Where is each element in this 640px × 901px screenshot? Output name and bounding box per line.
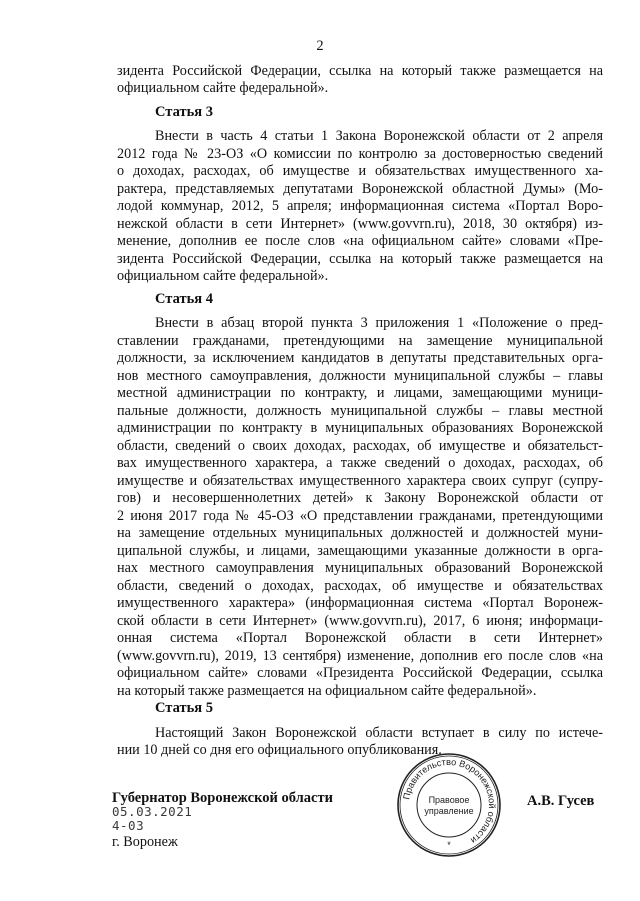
seal-star-icon: * xyxy=(447,840,451,850)
city: г. Воронеж xyxy=(112,834,178,850)
text-line: ципальной службы, и лицами, замещающими указанные должности в орга- xyxy=(117,543,603,559)
text-line: Внести в абзац второй пункта 3 приложения 1 «Положение о пред- xyxy=(155,315,603,331)
signatory-name: А.В. Гусев xyxy=(527,793,595,809)
text-line: местной администрации по контракту, и лицами, замещающими муници- xyxy=(117,385,603,401)
text-line: вах имущественного характера, а также сведений о доходах, расходах, об xyxy=(117,455,603,471)
text-line: 2 июня 2017 года № 45-ОЗ «О представлении гражданами, претендующими xyxy=(117,508,603,524)
article-heading: Статья 3 xyxy=(155,104,213,120)
registration-number: 4-03 xyxy=(112,818,145,833)
text-line: официальном сайте» словами «Президента Российской Федерации, ссылка xyxy=(117,665,603,681)
text-line: рактера, представляемых депутатами Воронежской областной Думы» (Мо- xyxy=(117,181,603,197)
text-line: зидента Российской Федерации, ссылка на который также размещается на xyxy=(117,251,603,267)
text-line: имущественного характера» (информационная система «Портал Воронеж- xyxy=(117,595,603,611)
official-seal xyxy=(396,752,502,858)
text-line: области, сведений о доходах, расходах, об имуществе и обязательствах xyxy=(117,578,603,594)
article-heading: Статья 4 xyxy=(155,291,213,307)
text-line: пальные должности, должность муниципальной службы – главы местной xyxy=(117,403,603,419)
seal-inner-text-2: управление xyxy=(424,806,474,816)
text-line: ской области в сети Интернет» (www.govvrn.ru), 2017, 6 июня; информаци- xyxy=(117,613,603,629)
registration-date: 05.03.2021 xyxy=(112,804,193,819)
text-line: на замещение отдельных муниципальных должностей и должностей муни- xyxy=(117,525,603,541)
text-line: администрации по контракту в муниципальных образованиях Воронежской xyxy=(117,420,603,436)
signatory-title: Губернатор Воронежской области xyxy=(112,790,333,806)
text-line: лодой коммунар, 2012, 5 апреля; информационная система «Портал Воро- xyxy=(117,198,603,214)
text-line: нах местного самоуправления муниципальных образований Воронежской xyxy=(117,560,603,576)
page-number: 2 xyxy=(316,38,324,54)
seal-ring-text: Правительство Воронежской области xyxy=(401,756,498,846)
text-line: онная система «Портал Воронежской области в сети Интернет» xyxy=(117,630,603,646)
text-line: Настоящий Закон Воронежской области вступает в силу по истече- xyxy=(155,725,603,741)
text-line: имуществе и обязательствах имущественного характера своих супруг (супру- xyxy=(117,473,603,489)
seal-inner-ring xyxy=(417,773,481,837)
seal-inner-text-1: Правовое xyxy=(428,795,470,805)
text-line: официальном сайте федеральной». xyxy=(117,80,329,96)
text-line: нов местного самоуправления, должности муниципальной службы – главы xyxy=(117,368,603,384)
text-line: о доходах, расходах, об имуществе и обязательствах имущественного ха- xyxy=(117,163,603,179)
text-line: на который также размещается на официальном сайте федеральной». xyxy=(117,683,537,699)
text-line: области, сведений о своих доходах, расходах, об имуществе и обязательст- xyxy=(117,438,603,454)
text-line: менение, дополнив ее после слов «на официальном сайте» словами «Пре- xyxy=(117,233,603,249)
article-heading: Статья 5 xyxy=(155,700,213,716)
text-line: 2012 года № 23-ОЗ «О комиссии по контролю за достоверностью сведений xyxy=(117,146,603,162)
text-line: должности, за исключением кандидатов в депутаты представительных орга- xyxy=(117,350,603,366)
text-line: Внести в часть 4 статьи 1 Закона Воронежской области от 2 апреля xyxy=(155,128,603,144)
text-line: ставлении гражданами, претендующими на замещение муниципальной xyxy=(117,333,603,349)
text-line: зидента Российской Федерации, ссылка на который также размещается на xyxy=(117,63,603,79)
text-line: нежской области в сети Интернет» (www.govvrn.ru), 2018, 30 октября) из- xyxy=(117,216,603,232)
text-line: официальном сайте федеральной». xyxy=(117,268,329,284)
text-line: (www.govvrn.ru), 2019, 13 сентября) изменение, дополнив его после слов «на xyxy=(117,648,603,664)
text-line: гов) и несовершеннолетних детей» к Закону Воронежской области от xyxy=(117,490,603,506)
text-line: нии 10 дней со дня его официального опубликования. xyxy=(117,742,442,758)
